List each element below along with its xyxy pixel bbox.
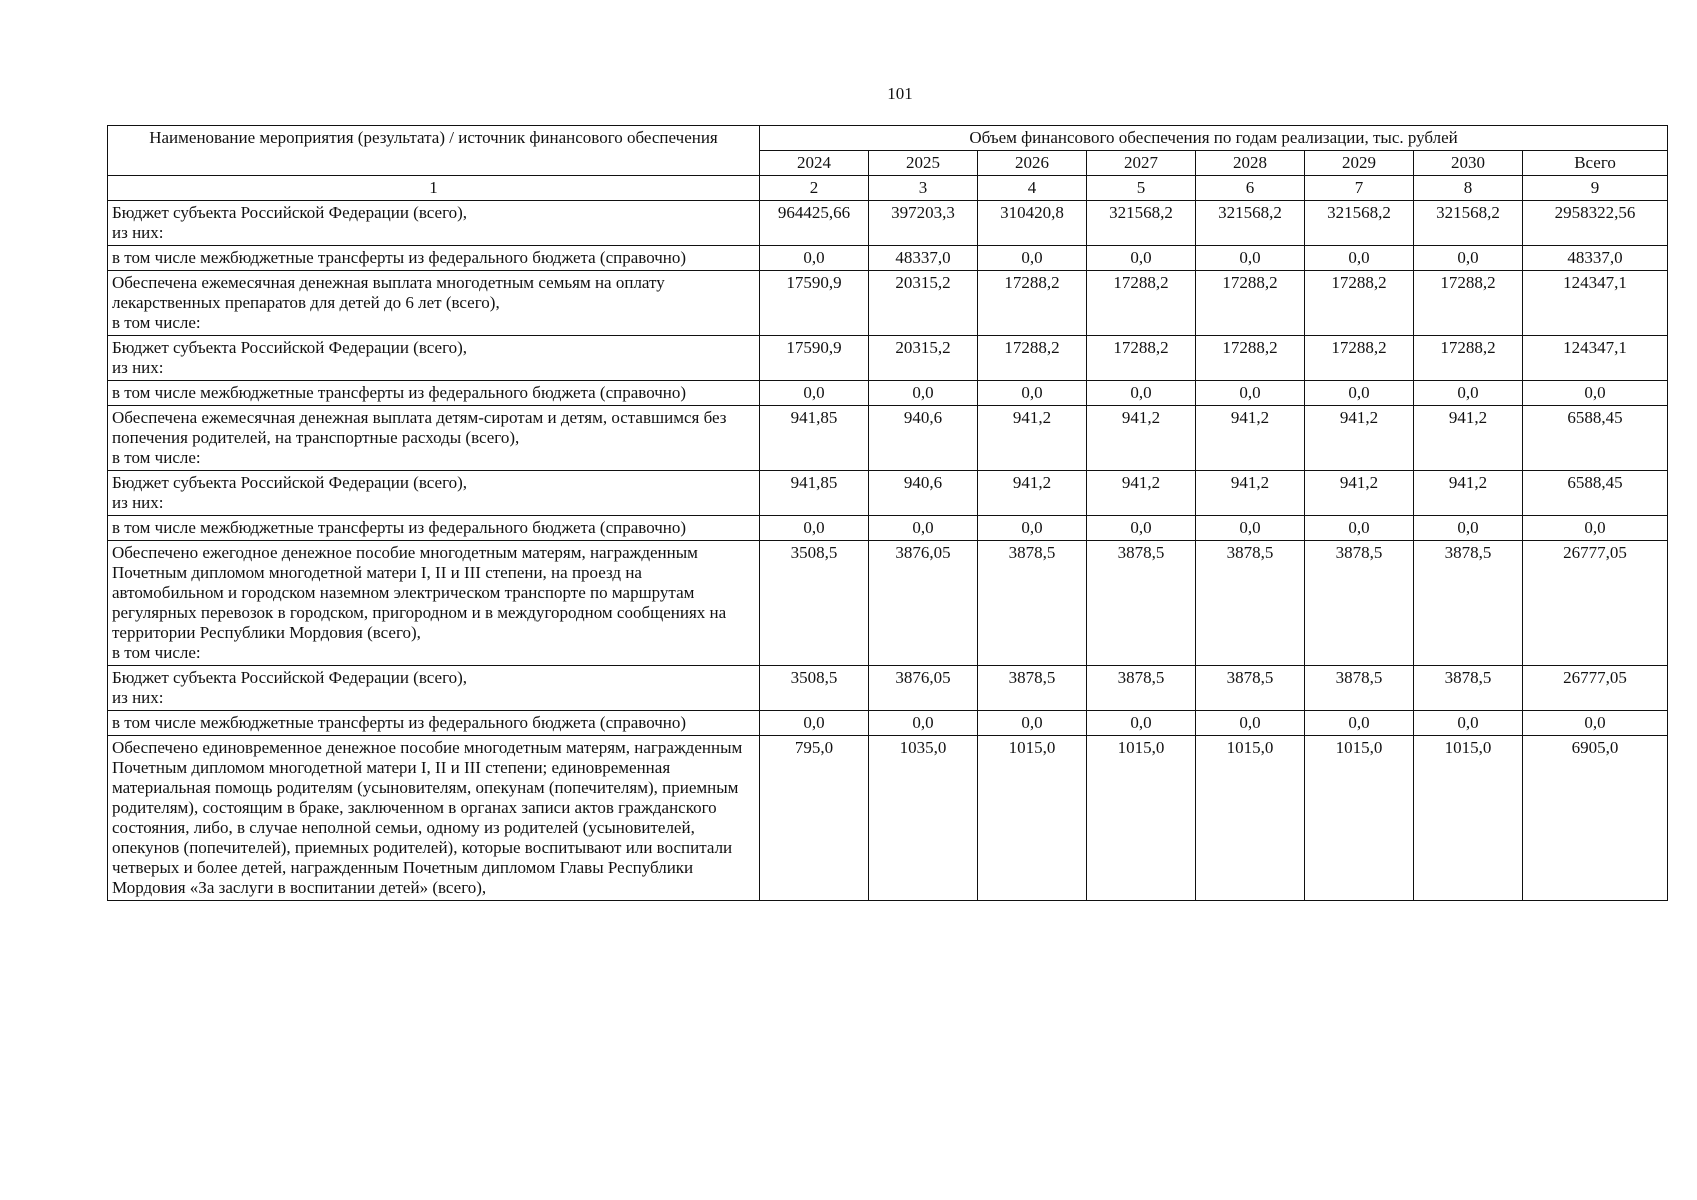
header-group-cell: Объем финансового обеспечения по годам реализации, тыс. рублей xyxy=(760,126,1668,151)
row-value-cell: 48337,0 xyxy=(869,246,978,271)
table-body xyxy=(108,201,1668,901)
row-value-cell: 6588,45 xyxy=(1523,406,1668,471)
row-value-cell: 0,0 xyxy=(978,711,1087,736)
row-value-cell: 0,0 xyxy=(760,711,869,736)
row-value-cell: 17288,2 xyxy=(978,271,1087,336)
row-value-cell: 6905,0 xyxy=(1523,736,1668,901)
row-value-cell: 20315,2 xyxy=(869,336,978,381)
row-value-cell: 1035,0 xyxy=(869,736,978,901)
row-value-cell: 0,0 xyxy=(1523,711,1668,736)
row-value-cell: 0,0 xyxy=(1196,246,1305,271)
row-value-cell: 3878,5 xyxy=(1087,541,1196,666)
row-name-cell: Обеспечено ежегодное денежное пособие многодетным матерям, награжденным Почетным дипломом многодетной матери I, II и III степени, на проезд на автомобильном и городском наземном электрическом транспорте по маршрутам регулярных перевозок в городском, пригородном и в междугородном сообщениях на территории Республики Мордовия (всего), в том числе: xyxy=(108,541,760,666)
row-value-cell: 0,0 xyxy=(1414,246,1523,271)
row-value-cell: 17288,2 xyxy=(1414,336,1523,381)
column-number-cell: 5 xyxy=(1087,176,1196,201)
row-value-cell: 0,0 xyxy=(1087,381,1196,406)
row-value-cell: 0,0 xyxy=(869,711,978,736)
row-value-cell: 3878,5 xyxy=(1305,666,1414,711)
row-value-cell: 1015,0 xyxy=(1414,736,1523,901)
table-row xyxy=(108,711,1668,736)
row-name-cell: в том числе межбюджетные трансферты из федерального бюджета (справочно) xyxy=(108,516,760,541)
row-value-cell: 124347,1 xyxy=(1523,271,1668,336)
row-value-cell: 17288,2 xyxy=(978,336,1087,381)
row-value-cell: 3878,5 xyxy=(1305,541,1414,666)
row-value-cell: 2958322,56 xyxy=(1523,201,1668,246)
row-value-cell: 940,6 xyxy=(869,406,978,471)
table-row xyxy=(108,381,1668,406)
row-value-cell: 795,0 xyxy=(760,736,869,901)
row-value-cell: 0,0 xyxy=(1305,516,1414,541)
row-value-cell: 3878,5 xyxy=(1196,541,1305,666)
column-number-cell: 9 xyxy=(1523,176,1668,201)
row-value-cell: 17288,2 xyxy=(1196,271,1305,336)
row-value-cell: 124347,1 xyxy=(1523,336,1668,381)
row-name-cell: в том числе межбюджетные трансферты из федерального бюджета (справочно) xyxy=(108,381,760,406)
row-value-cell: 0,0 xyxy=(1414,516,1523,541)
row-name-cell: Бюджет субъекта Российской Федерации (всего), из них: xyxy=(108,201,760,246)
row-value-cell: 26777,05 xyxy=(1523,666,1668,711)
row-value-cell: 17288,2 xyxy=(1087,271,1196,336)
column-number-cell: 1 xyxy=(108,176,760,201)
row-value-cell: 0,0 xyxy=(1196,711,1305,736)
row-value-cell: 0,0 xyxy=(1196,381,1305,406)
row-name-cell: Обеспечена ежемесячная денежная выплата детям-сиротам и детям, оставшимся без попечения родителей, на транспортные расходы (всего), в том числе: xyxy=(108,406,760,471)
header-year-cell: 2029 xyxy=(1305,151,1414,176)
row-value-cell: 0,0 xyxy=(1414,381,1523,406)
table-row xyxy=(108,471,1668,516)
row-name-cell: в том числе межбюджетные трансферты из федерального бюджета (справочно) xyxy=(108,711,760,736)
row-value-cell: 321568,2 xyxy=(1305,201,1414,246)
row-name-cell: Обеспечено единовременное денежное пособие многодетным матерям, награжденным Почетным дипломом многодетной матери I, II и III степени; единовременная материальная помощь родителям (усыновителям, опекунам (попечителям), приемным родителям), состоящим в браке, заключенном в органах записи актов гражданского состояния, либо, в случае неполной семьи, одному из родителей (усыновителей, опекунов (попечителей), приемных родителей), которые воспитывают или воспитали четверых и более детей, награжденным Почетным дипломом Главы Республики Мордовия «За заслуги в воспитании детей» (всего), xyxy=(108,736,760,901)
header-row-column-numbers xyxy=(108,176,1668,201)
column-number-cell: 3 xyxy=(869,176,978,201)
row-value-cell: 20315,2 xyxy=(869,271,978,336)
row-value-cell: 1015,0 xyxy=(1087,736,1196,901)
row-value-cell: 0,0 xyxy=(869,516,978,541)
row-value-cell: 0,0 xyxy=(760,516,869,541)
row-value-cell: 0,0 xyxy=(978,246,1087,271)
column-number-cell: 7 xyxy=(1305,176,1414,201)
row-value-cell: 17288,2 xyxy=(1414,271,1523,336)
row-value-cell: 17590,9 xyxy=(760,336,869,381)
header-year-cell: 2027 xyxy=(1087,151,1196,176)
row-name-cell: в том числе межбюджетные трансферты из федерального бюджета (справочно) xyxy=(108,246,760,271)
row-value-cell: 0,0 xyxy=(1305,246,1414,271)
header-year-cell: 2025 xyxy=(869,151,978,176)
header-year-cell: Всего xyxy=(1523,151,1668,176)
row-value-cell: 0,0 xyxy=(1523,516,1668,541)
row-value-cell: 941,2 xyxy=(1305,471,1414,516)
table-row xyxy=(108,271,1668,336)
row-value-cell: 397203,3 xyxy=(869,201,978,246)
header-name-cell: Наименование мероприятия (результата) / источник финансового обеспечения xyxy=(108,126,760,176)
row-value-cell: 0,0 xyxy=(1523,381,1668,406)
row-value-cell: 0,0 xyxy=(1087,711,1196,736)
header-year-cell: 2024 xyxy=(760,151,869,176)
column-number-cell: 2 xyxy=(760,176,869,201)
row-value-cell: 3878,5 xyxy=(1087,666,1196,711)
table-row xyxy=(108,666,1668,711)
row-value-cell: 0,0 xyxy=(978,381,1087,406)
financing-table xyxy=(107,125,1668,901)
row-value-cell: 3878,5 xyxy=(978,541,1087,666)
row-value-cell: 321568,2 xyxy=(1414,201,1523,246)
column-number-cell: 8 xyxy=(1414,176,1523,201)
row-value-cell: 941,2 xyxy=(1305,406,1414,471)
row-value-cell: 1015,0 xyxy=(1196,736,1305,901)
row-value-cell: 941,2 xyxy=(1196,471,1305,516)
row-value-cell: 941,2 xyxy=(978,471,1087,516)
row-value-cell: 3878,5 xyxy=(1414,541,1523,666)
table-row xyxy=(108,201,1668,246)
row-value-cell: 940,6 xyxy=(869,471,978,516)
row-value-cell: 1015,0 xyxy=(978,736,1087,901)
row-name-cell: Бюджет субъекта Российской Федерации (всего), из них: xyxy=(108,336,760,381)
row-value-cell: 0,0 xyxy=(760,246,869,271)
table-row xyxy=(108,336,1668,381)
row-value-cell: 941,2 xyxy=(1087,471,1196,516)
row-value-cell: 17288,2 xyxy=(1196,336,1305,381)
header-year-cell: 2028 xyxy=(1196,151,1305,176)
row-value-cell: 1015,0 xyxy=(1305,736,1414,901)
row-value-cell: 17288,2 xyxy=(1305,271,1414,336)
header-row-group xyxy=(108,126,1668,151)
row-value-cell: 3878,5 xyxy=(978,666,1087,711)
row-value-cell: 48337,0 xyxy=(1523,246,1668,271)
row-value-cell: 6588,45 xyxy=(1523,471,1668,516)
row-value-cell: 3508,5 xyxy=(760,541,869,666)
row-value-cell: 321568,2 xyxy=(1087,201,1196,246)
row-name-cell: Бюджет субъекта Российской Федерации (всего), из них: xyxy=(108,471,760,516)
page-number: 101 xyxy=(887,84,913,103)
column-number-cell: 6 xyxy=(1196,176,1305,201)
row-value-cell: 310420,8 xyxy=(978,201,1087,246)
row-value-cell: 3508,5 xyxy=(760,666,869,711)
header-year-cell: 2026 xyxy=(978,151,1087,176)
row-value-cell: 0,0 xyxy=(1196,516,1305,541)
table-row xyxy=(108,516,1668,541)
row-value-cell: 941,2 xyxy=(1414,471,1523,516)
table-row xyxy=(108,406,1668,471)
row-value-cell: 0,0 xyxy=(760,381,869,406)
row-value-cell: 941,2 xyxy=(1087,406,1196,471)
row-value-cell: 0,0 xyxy=(1414,711,1523,736)
row-value-cell: 3876,05 xyxy=(869,541,978,666)
row-value-cell: 941,2 xyxy=(1414,406,1523,471)
column-number-cell: 4 xyxy=(978,176,1087,201)
row-value-cell: 941,2 xyxy=(1196,406,1305,471)
row-value-cell: 0,0 xyxy=(1087,516,1196,541)
row-value-cell: 17288,2 xyxy=(1305,336,1414,381)
row-value-cell: 964425,66 xyxy=(760,201,869,246)
table-row xyxy=(108,541,1668,666)
row-value-cell: 17288,2 xyxy=(1087,336,1196,381)
table-row xyxy=(108,736,1668,901)
row-value-cell: 17590,9 xyxy=(760,271,869,336)
row-value-cell: 941,85 xyxy=(760,406,869,471)
row-value-cell: 941,85 xyxy=(760,471,869,516)
row-value-cell: 941,2 xyxy=(978,406,1087,471)
table-row xyxy=(108,246,1668,271)
row-value-cell: 0,0 xyxy=(1087,246,1196,271)
row-value-cell: 3876,05 xyxy=(869,666,978,711)
row-value-cell: 0,0 xyxy=(1305,711,1414,736)
row-value-cell: 0,0 xyxy=(978,516,1087,541)
row-value-cell: 0,0 xyxy=(1305,381,1414,406)
row-name-cell: Бюджет субъекта Российской Федерации (всего), из них: xyxy=(108,666,760,711)
row-value-cell: 3878,5 xyxy=(1196,666,1305,711)
row-value-cell: 0,0 xyxy=(869,381,978,406)
header-year-cell: 2030 xyxy=(1414,151,1523,176)
row-value-cell: 26777,05 xyxy=(1523,541,1668,666)
row-name-cell: Обеспечена ежемесячная денежная выплата многодетным семьям на оплату лекарственных препаратов для детей до 6 лет (всего), в том числе: xyxy=(108,271,760,336)
row-value-cell: 321568,2 xyxy=(1196,201,1305,246)
row-value-cell: 3878,5 xyxy=(1414,666,1523,711)
